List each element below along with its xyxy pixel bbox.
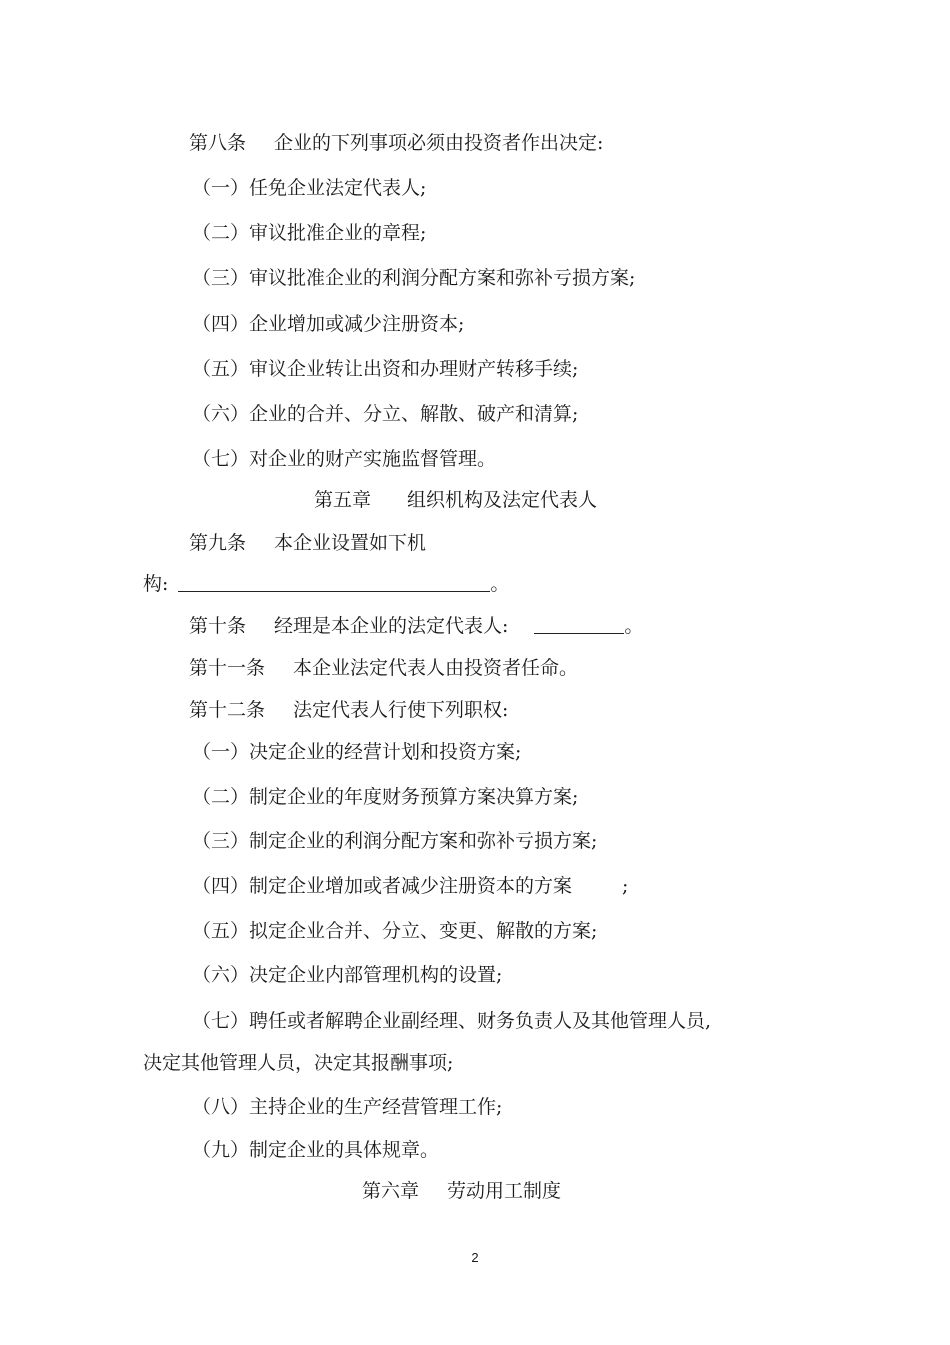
article-12-label: 第十二条 (189, 699, 266, 721)
article-10-end: 。 (624, 615, 644, 637)
article-8-item-1: （一）任免企业法定代表人; (192, 177, 427, 199)
article-8-item-4: （四）企业增加或减少注册资本; (192, 313, 465, 335)
article-8-text: 企业的下列事项必须由投资者作出决定: (274, 132, 604, 154)
article-12-item-5: （五）拟定企业合并、分立、变更、解散的方案; (192, 920, 598, 942)
article-8-item-3: （三）审议批准企业的利润分配方案和弥补亏损方案; (192, 267, 636, 289)
article-12-item-2: （二）制定企业的年度财务预算方案决算方案; (192, 786, 579, 808)
article-8-item-2: （二）审议批准企业的章程; (192, 222, 427, 244)
article-12-item-4-text: （四）制定企业增加或者减少注册资本的方案 (192, 875, 573, 897)
article-9-blank[interactable] (178, 571, 490, 592)
chapter-6-label: 第六章 (362, 1180, 420, 1202)
article-12-heading (189, 697, 508, 723)
article-12-item-7-cont: 决定其他管理人员，决定其报酬事项; (143, 1052, 454, 1074)
article-10-blank[interactable] (534, 613, 624, 634)
article-8-label: 第八条 (189, 132, 247, 154)
article-12-item-8: （八）主持企业的生产经营管理工作; (192, 1096, 503, 1118)
article-9-end: 。 (490, 573, 510, 595)
article-12-item-3: （三）制定企业的利润分配方案和弥补亏损方案; (192, 830, 598, 852)
chapter-6-title: 劳动用工制度 (447, 1180, 562, 1202)
article-10-text: 经理是本企业的法定代表人: (274, 615, 509, 637)
article-9-text: 本企业设置如下机 (274, 532, 427, 554)
article-8-item-6: （六）企业的合并、分立、解散、破产和清算; (192, 403, 579, 425)
article-9-label: 第九条 (189, 532, 247, 554)
chapter-5-title: 组织机构及法定代表人 (407, 489, 598, 511)
article-8-heading (189, 130, 603, 156)
article-9-continuation (143, 571, 509, 597)
article-9-heading (189, 530, 426, 556)
article-10-label: 第十条 (189, 615, 247, 637)
article-12-item-7: （七）聘任或者解聘企业副经理、财务负责人及其他管理人员, (192, 1010, 712, 1032)
article-12-text: 法定代表人行使下列职权: (293, 699, 509, 721)
article-12-item-1: （一）决定企业的经营计划和投资方案; (192, 741, 522, 763)
chapter-6-heading (362, 1178, 561, 1204)
page-number: 2 (471, 1250, 479, 1265)
article-8-item-5: （五）审议企业转让出资和办理财产转移手续; (192, 358, 579, 380)
article-11-text: 本企业法定代表人由投资者任命。 (293, 657, 579, 679)
chapter-5-label: 第五章 (314, 489, 372, 511)
article-10-heading (189, 613, 643, 639)
chapter-5-heading (314, 487, 597, 513)
article-9-cont-text: 构: (143, 573, 169, 595)
article-11-label: 第十一条 (189, 657, 266, 679)
article-12-item-4 (192, 873, 628, 899)
article-12-item-6: （六）决定企业内部管理机构的设置; (192, 964, 503, 986)
article-11-heading (189, 655, 578, 681)
article-12-item-4-end: ; (622, 875, 629, 897)
article-12-item-9: （九）制定企业的具体规章。 (192, 1139, 440, 1161)
article-8-item-7: （七）对企业的财产实施监督管理。 (192, 448, 497, 470)
